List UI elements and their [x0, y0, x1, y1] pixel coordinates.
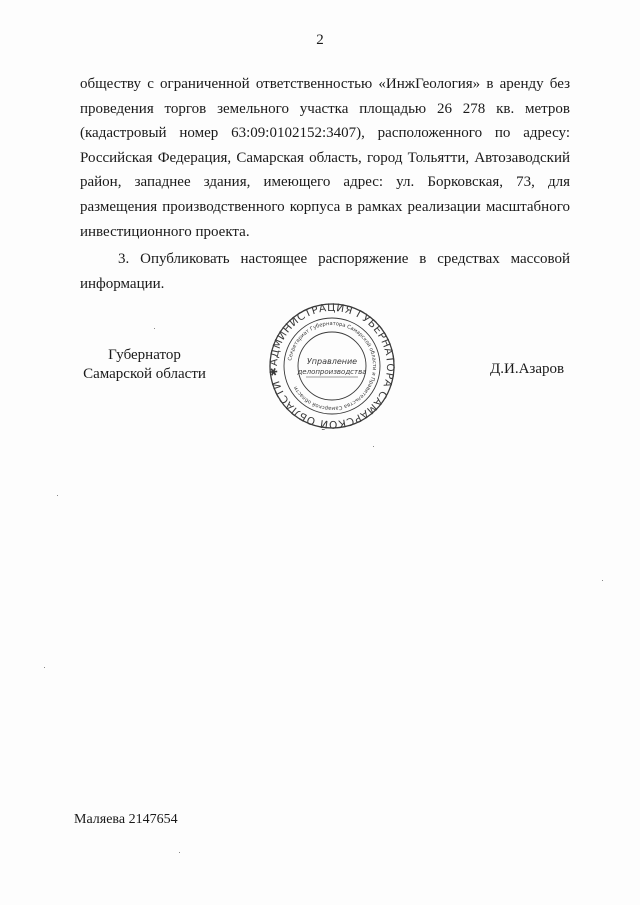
page-number: 2 [316, 32, 324, 48]
scan-speck [57, 495, 58, 496]
executor-note: Маляева 2147654 [74, 812, 178, 827]
seal-inner-circle [298, 332, 366, 400]
seal-outer-text: АДМИНИСТРАЦИЯ ГУБЕРНАТОРА САМАРСКОЙ ОБЛАСТИ ✱ [268, 302, 396, 430]
paragraph-3: 3. Опубликовать настоящее распоряжение в средствах массовой информации. [80, 251, 570, 292]
signature-title [62, 346, 227, 384]
scan-speck [373, 446, 374, 447]
signature-title-line2: Самарской области [83, 366, 206, 382]
scan-speck [602, 580, 603, 581]
signature-name: Д.И.Азаров [490, 361, 565, 377]
seal-center-line1: Управление [306, 357, 358, 366]
scan-speck [44, 667, 45, 668]
official-seal [268, 302, 396, 430]
scan-speck [154, 328, 155, 329]
seal-inner-text: Секретариат Губернатора Самарской области и Правительства Самарской области [287, 320, 378, 412]
seal-center-line2: делопроизводства [297, 368, 367, 376]
paragraph-continuation: обществу с ограниченной ответственностью «ИнжГеология» в аренду без проведения торгов земельного участка площадью 26 278 кв. метров (кадастровый номер 63:09:0102152:3407), расположенного по адресу: Российская Федерация, Самарская область, город Тольятти, Автозаводский район, западнее здания, имеющего адрес: ул. Борковская, 73, для размещения производственного корпуса в рамках реализации масштабного инвестиционного проекта. [80, 76, 570, 240]
document-body [80, 72, 570, 296]
signature-title-line1: Губернатор [108, 347, 181, 363]
scan-speck [179, 852, 180, 853]
